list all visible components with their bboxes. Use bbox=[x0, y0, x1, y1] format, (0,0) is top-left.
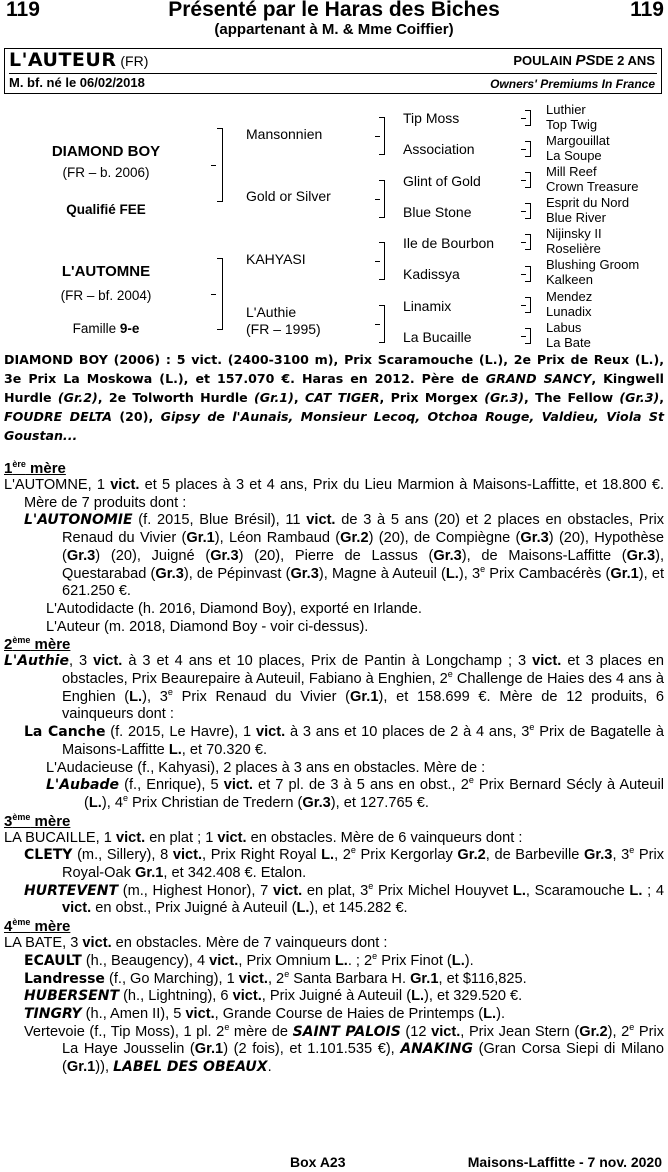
t: et 3 places en obstacles, Prix Beaurepaire à Auteuil, Fabiano à Enghien, 2 bbox=[62, 653, 665, 688]
gen4-4: La Soupe bbox=[546, 148, 602, 163]
sec-word: mère bbox=[30, 918, 71, 936]
t: LA BUCAILLE, 1 bbox=[4, 829, 116, 846]
produce-canche bbox=[4, 724, 664, 759]
gen3-1: Tip Moss bbox=[403, 110, 460, 126]
sec-sup: ème bbox=[12, 811, 31, 822]
t: Prix Christian de Tredern ( bbox=[127, 794, 303, 811]
t: Gr.3 bbox=[584, 847, 613, 864]
produce-autodidacte: L'Autodidacte (h. 2016, Diamond Boy), exporté en Irlande. bbox=[46, 600, 422, 617]
gen4-16: La Bate bbox=[546, 335, 591, 350]
t: Prix La Haye Jousselin ( bbox=[62, 1023, 665, 1058]
sale-info: Maisons-Laffitte - 7 nov. 2020 bbox=[467, 1154, 662, 1170]
t: , Prix Omnium bbox=[238, 952, 335, 969]
t: , Prix Jean Stern ( bbox=[460, 1023, 580, 1040]
t: e bbox=[447, 669, 453, 680]
t: vict. bbox=[238, 970, 268, 987]
t: (h., Amen II), 5 bbox=[81, 1005, 186, 1022]
gen2-dam-dam: L'Authie bbox=[246, 304, 297, 320]
horse-anaking: ANAKING bbox=[400, 1041, 473, 1058]
t: en obst., Prix Juigné à Auteuil ( bbox=[91, 900, 297, 917]
t: Prix Cambacérès ( bbox=[485, 565, 611, 582]
t: e bbox=[350, 845, 356, 856]
gen2-dam-dam-detail: (FR – 1995) bbox=[246, 321, 321, 337]
gen3-bracket-2 bbox=[530, 141, 531, 157]
produce-audacieuse: L'Audacieuse (f., Kahyasi), 2 places à 3 ans en obstacles. Mère de : bbox=[46, 759, 486, 776]
identity-divider bbox=[9, 73, 657, 74]
gen4-15: Labus bbox=[546, 320, 582, 335]
progeny-grand-sancy: GRAND SANCY bbox=[485, 371, 592, 386]
sire-grade: (Gr.3) bbox=[619, 390, 660, 405]
horse-autonomie: L'AUTONOMIE bbox=[24, 512, 133, 529]
t: e bbox=[480, 563, 486, 574]
t: vict. bbox=[172, 847, 203, 864]
produce-vertevoie bbox=[4, 1021, 665, 1077]
produce-hurtevent bbox=[4, 880, 664, 918]
t: Prix Bernard Sécly à Auteuil ( bbox=[84, 777, 664, 811]
t: e bbox=[468, 775, 474, 786]
sire-text-1: DIAMOND BOY (2006) : 5 vict. (2400-3100 m), Prix Scaramouche (L.), 2e Prix de Reux (L.), 3e Prix La Moskowa (L.), et 157.070 €. Haras en 2012. Père de bbox=[4, 352, 664, 386]
t: Gr.1 bbox=[186, 530, 215, 547]
gen2-sire-dam: Gold or Silver bbox=[246, 188, 331, 204]
t: en obstacles. Mère de 6 vainqueurs dont : bbox=[246, 829, 523, 846]
pedigree-chart bbox=[0, 100, 668, 350]
gen4-3: Margouillat bbox=[546, 133, 610, 148]
horse-clety: CLETY bbox=[24, 847, 73, 864]
t: LA BATE, 3 bbox=[4, 935, 83, 952]
catalogue-header bbox=[0, 0, 668, 42]
t: vict. bbox=[217, 829, 247, 846]
t: . ; 2 bbox=[347, 952, 373, 969]
t: (12 bbox=[400, 1023, 432, 1040]
t: L. bbox=[445, 565, 459, 582]
horse-aubade: L'Aubade bbox=[46, 777, 119, 794]
t: , et 342.408 €. Etalon. bbox=[163, 865, 307, 882]
section-2eme-mere bbox=[4, 636, 664, 653]
family-number: 9-e bbox=[119, 321, 140, 336]
t: L. bbox=[451, 952, 465, 969]
sire-text-4: , bbox=[293, 390, 305, 405]
dam-name: L'AUTOMNE bbox=[61, 263, 151, 280]
t: L'AUTOMNE, 1 bbox=[4, 477, 111, 493]
t: ), de Pépinvast ( bbox=[183, 565, 291, 582]
gen3-5: Ile de Bourbon bbox=[403, 235, 495, 251]
t: (h., Lightning), 6 bbox=[119, 988, 233, 1005]
dam-automne bbox=[4, 477, 664, 512]
section-4eme-mere bbox=[4, 918, 664, 935]
lot-number-left: 119 bbox=[6, 0, 40, 21]
t: e bbox=[167, 686, 173, 697]
t: Prix Michel Houyvet bbox=[373, 882, 513, 899]
t: ), de Maisons-Laffitte ( bbox=[461, 547, 627, 564]
gen4-6: Crown Treasure bbox=[546, 179, 639, 194]
t: L. bbox=[629, 882, 643, 899]
sec-sup: ème bbox=[12, 917, 31, 928]
t: Gr.3 bbox=[433, 547, 462, 564]
dam-bracket bbox=[222, 258, 223, 330]
t: Gr.2 bbox=[579, 1023, 608, 1040]
gen3-7: Linamix bbox=[403, 298, 452, 314]
gen2-bracket-3 bbox=[384, 242, 385, 280]
t: e bbox=[629, 845, 635, 856]
t: L. bbox=[334, 952, 348, 969]
owner-subtitle: (appartenant à M. & Mme Coiffier) bbox=[214, 21, 454, 38]
t: (m., Sillery), 8 bbox=[72, 847, 173, 864]
gen3-3: Glint of Gold bbox=[403, 173, 481, 189]
t: vict. bbox=[185, 1005, 215, 1022]
dam-bate bbox=[4, 935, 664, 953]
horse-type bbox=[513, 51, 655, 71]
owners-premiums: Owners' Premiums In France bbox=[490, 77, 655, 91]
t: Gr.1 bbox=[610, 565, 639, 582]
t: ), 3 bbox=[142, 688, 168, 705]
t: vict. bbox=[272, 882, 303, 899]
t: Prix de Bagatelle à Maisons-Laffitte bbox=[62, 724, 664, 758]
page-footer bbox=[0, 1153, 668, 1172]
produce-hubersent bbox=[4, 988, 664, 1006]
t: vict. bbox=[532, 653, 562, 670]
sec-word: mère bbox=[30, 636, 71, 654]
sire-text-5: , Prix Morgex bbox=[379, 390, 485, 405]
t: Gr.2 bbox=[340, 530, 369, 547]
t: ), et 621.250 €. bbox=[62, 565, 665, 600]
t: ), et 329.520 €. bbox=[424, 988, 523, 1005]
progeny-foudre-delta: FOUDRE DELTA bbox=[4, 409, 113, 424]
t: Gr.3 bbox=[155, 565, 184, 582]
t: , 2 bbox=[267, 970, 285, 987]
t: vict. bbox=[62, 900, 92, 917]
t: vict. bbox=[115, 829, 146, 846]
consignor-title: Présenté par le Haras des Biches bbox=[168, 0, 500, 21]
horse-canche: La Canche bbox=[24, 724, 106, 741]
sec-word: mère bbox=[30, 812, 71, 830]
t: Prix Finot ( bbox=[377, 952, 452, 969]
horse-identity-box bbox=[4, 48, 662, 94]
t: )), bbox=[95, 1059, 114, 1076]
t: Prix Renaud du Vivier ( bbox=[172, 688, 351, 705]
t: et 5 places à 3 et 4 ans, Prix du Lieu Marmion à Maisons-Laffitte, et 18.800 €. Mère de 7 produits dont : bbox=[24, 477, 665, 511]
t: ), Léon Rambaud ( bbox=[214, 530, 341, 547]
t: L. bbox=[512, 882, 526, 899]
t: e bbox=[529, 722, 535, 733]
t: e bbox=[284, 968, 290, 979]
sec-sup: ère bbox=[12, 459, 26, 469]
horse-ecault: ECAULT bbox=[24, 952, 82, 969]
gen3-bracket-5 bbox=[530, 234, 531, 250]
t: ), Questarabad ( bbox=[62, 547, 664, 582]
t: e bbox=[372, 951, 378, 962]
t: . bbox=[267, 1059, 272, 1076]
t: L. bbox=[129, 688, 143, 705]
t: en obstacles. Mère de 7 vainqueurs dont : bbox=[111, 935, 388, 952]
gen4-2: Top Twig bbox=[546, 117, 598, 132]
t: e bbox=[224, 1021, 230, 1032]
horse-saint-palois: SAINT PALOIS bbox=[292, 1023, 401, 1040]
t: Santa Barbara H. bbox=[289, 970, 411, 987]
dam-detail: (FR – bf. 2004) bbox=[60, 288, 152, 303]
lot-number-right: 119 bbox=[630, 0, 664, 21]
gen4-5: Mill Reef bbox=[546, 164, 597, 179]
t: vict. bbox=[232, 988, 262, 1005]
t: L. bbox=[321, 847, 335, 864]
t: et 7 pl. de 3 à 5 ans en obst., 2 bbox=[252, 777, 469, 794]
t: vict. bbox=[431, 1023, 461, 1040]
t: vict. bbox=[306, 512, 336, 529]
family-prefix: Famille bbox=[72, 321, 120, 336]
horse-name-line bbox=[9, 49, 148, 71]
sire-text-6: , The Fellow bbox=[524, 390, 620, 405]
sec-num: 1 bbox=[4, 460, 13, 477]
t: ), et 127.765 €. bbox=[330, 794, 429, 811]
gen2-dam-sire: KAHYASI bbox=[246, 251, 306, 267]
t: L. bbox=[483, 1005, 497, 1022]
t: mère de bbox=[229, 1023, 293, 1040]
horse-country: (FR) bbox=[120, 53, 149, 69]
t: en plat, 3 bbox=[302, 882, 369, 899]
sire-text-2: , Kingwell Hurdle bbox=[4, 371, 664, 405]
box-number: Box A23 bbox=[290, 1154, 346, 1170]
t: Gr.1 bbox=[410, 970, 439, 987]
t: , de Barbeville bbox=[485, 847, 585, 864]
t: vict. bbox=[209, 952, 239, 969]
t: à 3 et 4 ans et 10 places, Prix de Pantin à Longchamp ; 3 bbox=[122, 653, 533, 670]
t: Gr.1 bbox=[66, 1059, 96, 1076]
sire-grade: (Gr.1) bbox=[254, 390, 294, 405]
gen4-10: Roselière bbox=[546, 241, 601, 256]
t: L. bbox=[296, 900, 310, 917]
dam-authie bbox=[4, 653, 664, 724]
t: Gr.1 bbox=[194, 1041, 224, 1058]
t: Challenge de Haies des 4 ans à Enghien ( bbox=[62, 671, 664, 705]
sire-detail: (FR – b. 2006) bbox=[62, 165, 150, 180]
t: ) (2 fois), et 1.101.535 €), bbox=[223, 1041, 401, 1058]
t: (f., Enrique), 5 bbox=[119, 777, 224, 794]
age-label: DE 2 ANS bbox=[595, 53, 655, 68]
t: vict. bbox=[223, 777, 253, 794]
sec-num: 3 bbox=[4, 812, 13, 830]
sire-text-7: , bbox=[659, 390, 665, 405]
sire-note: Qualifié FEE bbox=[66, 202, 146, 217]
sec-num: 2 bbox=[4, 636, 13, 654]
produce-clety bbox=[4, 847, 664, 882]
t: vict. bbox=[82, 935, 112, 952]
t: vict. bbox=[93, 653, 123, 670]
t: Gr.2 bbox=[457, 847, 486, 864]
t: vict. bbox=[255, 724, 286, 741]
t: ) (20), Pierre de Lassus ( bbox=[238, 547, 434, 564]
gen4-14: Lunadix bbox=[546, 304, 592, 319]
gen3-bracket-6 bbox=[530, 266, 531, 282]
sex-label: POULAIN bbox=[513, 53, 572, 68]
horse-hubersent: HUBERSENT bbox=[24, 988, 120, 1005]
sire-text-8: (20), bbox=[112, 409, 161, 424]
t: L. bbox=[88, 794, 102, 811]
t: vict. bbox=[110, 477, 140, 493]
gen3-2: Association bbox=[403, 141, 475, 157]
t: de 3 à 5 ans (20) et 2 places en obstacles, Prix Renaud du Vivier ( bbox=[62, 512, 664, 547]
t: Gr.1 bbox=[135, 865, 164, 882]
progeny-list: Gipsy de l'Aunais, Monsieur Lecoq, Otchoa Rouge, Valdieu, Viola St Goustan... bbox=[4, 409, 664, 443]
horse-tingry: TINGRY bbox=[24, 1005, 82, 1022]
t: en plat ; 1 bbox=[145, 829, 218, 846]
t: ). bbox=[496, 1005, 506, 1022]
t: Gr.1 bbox=[350, 688, 379, 705]
t: e bbox=[368, 880, 374, 891]
gen4-12: Kalkeen bbox=[546, 272, 593, 287]
gen3-bracket-3 bbox=[530, 172, 531, 188]
gen2-bracket-4 bbox=[384, 305, 385, 343]
t: (f. 2015, Le Havre), 1 bbox=[105, 724, 256, 741]
t: , Prix Right Royal bbox=[202, 847, 322, 864]
t: ), Magne à Auteuil ( bbox=[318, 565, 446, 582]
gen2-bracket-2 bbox=[384, 180, 385, 218]
t: Prix Royal-Oak bbox=[62, 847, 665, 882]
t: Gr.3 bbox=[290, 565, 319, 582]
gen3-bracket-7 bbox=[530, 297, 531, 313]
section-3eme-mere bbox=[4, 813, 664, 830]
t: Prix Kergorlay bbox=[355, 847, 458, 864]
gen3-8: La Bucaille bbox=[403, 329, 472, 345]
t: , 2 bbox=[334, 847, 351, 864]
t: , 3 bbox=[612, 847, 630, 864]
sire-name: DIAMOND BOY bbox=[51, 143, 161, 160]
sire-grade: (Gr.3) bbox=[484, 390, 525, 405]
gen2-sire-sire: Mansonnien bbox=[246, 126, 323, 142]
t: (f., Go Marching), 1 bbox=[104, 970, 239, 987]
dam-lines bbox=[4, 460, 664, 1077]
t: , 3 bbox=[68, 653, 94, 670]
gen3-bracket-8 bbox=[530, 328, 531, 344]
gen4-8: Blue River bbox=[546, 210, 606, 225]
t: ), et 145.282 €. bbox=[309, 900, 408, 917]
produce-auteur: L'Auteur (m. 2018, Diamond Boy - voir ci-dessus). bbox=[46, 618, 369, 635]
produce-autonomie bbox=[4, 512, 664, 601]
ps-label: PS bbox=[575, 52, 596, 69]
progeny-cat-tiger: CAT TIGER bbox=[304, 390, 380, 405]
t: e bbox=[629, 1021, 635, 1032]
t: , Grande Course de Haies de Printemps ( bbox=[214, 1005, 484, 1022]
sire-bracket bbox=[222, 128, 223, 202]
t: ), 4 bbox=[101, 794, 123, 811]
t: ) (20), de Compiègne ( bbox=[368, 530, 521, 547]
sec-word: mère bbox=[25, 460, 66, 477]
produce-aubade bbox=[4, 777, 664, 812]
gen4-7: Esprit du Nord bbox=[546, 195, 630, 210]
t: (Gran Corsa Siepi di Milano ( bbox=[62, 1041, 664, 1076]
t: , Prix Juigné à Auteuil ( bbox=[261, 988, 412, 1005]
t: e bbox=[122, 793, 128, 804]
gen3-bracket-4 bbox=[530, 203, 531, 219]
t: ) (20), Hypothèse ( bbox=[62, 530, 665, 564]
horse-label-des-obeaux: LABEL DES OBEAUX bbox=[113, 1059, 268, 1076]
section-1ere-mere bbox=[4, 460, 664, 477]
t: Gr.3 bbox=[520, 530, 549, 547]
gen3-6: Kadissya bbox=[403, 266, 460, 282]
t: L. bbox=[168, 741, 182, 758]
t: Gr.3 bbox=[66, 547, 96, 564]
t: ), et 158.699 €. Mère de 12 produits, 6 vainqueurs dont : bbox=[62, 688, 664, 723]
t: Gr.3 bbox=[210, 547, 239, 564]
sire-grade: (Gr.2) bbox=[57, 390, 98, 405]
t: (f. 2015, Blue Brésil), 11 bbox=[132, 512, 307, 529]
sec-sup: ème bbox=[12, 635, 31, 646]
sire-text-3: , 2e Tolworth Hurdle bbox=[97, 390, 255, 405]
produce-tingry bbox=[4, 1006, 664, 1024]
t: Gr.3 bbox=[302, 794, 331, 811]
dam-bucaille bbox=[4, 830, 664, 848]
t: ), 2 bbox=[607, 1023, 630, 1040]
horse-name: L'AUTEUR bbox=[9, 49, 117, 71]
produce-ecault bbox=[4, 953, 664, 971]
gen3-4: Blue Stone bbox=[403, 204, 472, 220]
gen2-bracket-1 bbox=[384, 117, 385, 155]
horse-description: M. bf. né le 06/02/2018 bbox=[9, 75, 145, 90]
t: , et $116,825. bbox=[438, 970, 527, 987]
t: ), 3 bbox=[458, 565, 481, 582]
t: , et 70.320 €. bbox=[181, 741, 267, 758]
gen3-bracket-1 bbox=[530, 110, 531, 126]
t: , Scaramouche bbox=[525, 882, 630, 899]
gen4-9: Nijinsky II bbox=[546, 226, 602, 241]
produce-landresse bbox=[4, 968, 664, 989]
t: (m., Highest Honor), 7 bbox=[118, 882, 273, 899]
gen4-13: Mendez bbox=[546, 289, 593, 304]
horse-hurtevent: HURTEVENT bbox=[24, 882, 119, 899]
gen4-1: Luthier bbox=[546, 102, 586, 117]
horse-authie: L'Authie bbox=[4, 653, 69, 670]
t: ; 4 bbox=[642, 882, 664, 899]
t: Vertevoie (f., Tip Moss), 1 pl. 2 bbox=[24, 1023, 225, 1040]
t: (h., Beaugency), 4 bbox=[81, 952, 210, 969]
sire-summary bbox=[4, 350, 664, 445]
horse-landresse: Landresse bbox=[24, 970, 105, 987]
t: à 3 ans et 10 places de 2 à 4 ans, 3 bbox=[285, 724, 530, 741]
sec-num: 4 bbox=[4, 918, 13, 936]
t: ). bbox=[464, 952, 474, 969]
t: L. bbox=[411, 988, 425, 1005]
t: ) (20), Juigné ( bbox=[95, 547, 211, 564]
dam-family bbox=[26, 321, 186, 337]
t: Gr.3 bbox=[626, 547, 656, 564]
gen4-11: Blushing Groom bbox=[546, 257, 640, 272]
